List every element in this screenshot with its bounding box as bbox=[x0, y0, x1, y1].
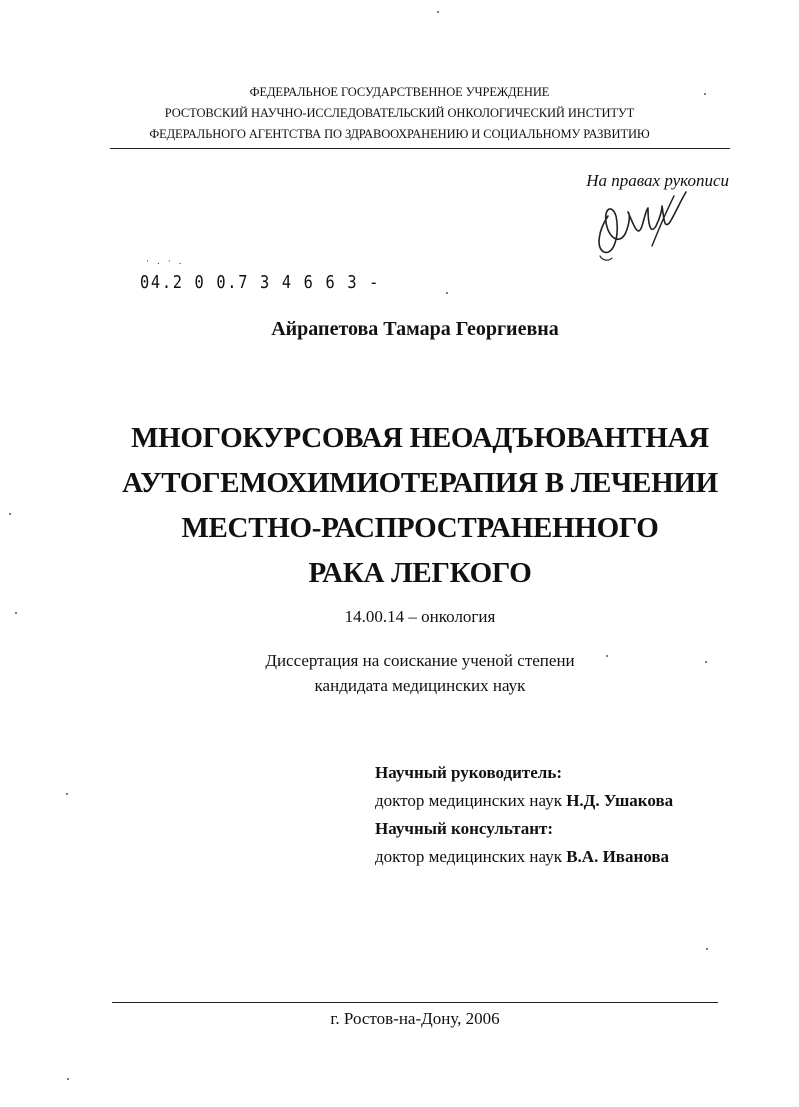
advisors-block bbox=[375, 759, 673, 871]
degree-line-1: Диссертация на соискание ученой степени bbox=[265, 651, 575, 670]
degree-line-2: кандидата медицинских наук bbox=[314, 676, 526, 695]
scan-speck bbox=[606, 655, 608, 657]
consultant-degree: доктор медицинских наук bbox=[375, 847, 567, 866]
registration-stamp-number: 04.2 0 0.7 3 4 6 6 3 - bbox=[140, 272, 381, 293]
title-line-3: МЕСТНО-РАСПРОСТРАНЕННОГО bbox=[181, 512, 659, 544]
institution-header bbox=[0, 82, 799, 145]
supervisor-label: Научный руководитель: bbox=[375, 763, 562, 782]
manuscript-rights-note: На правах рукописи bbox=[586, 171, 729, 190]
handwritten-signature bbox=[590, 186, 700, 266]
stamp-marks: · . · . bbox=[146, 256, 185, 266]
header-divider bbox=[110, 148, 730, 149]
scan-speck bbox=[704, 93, 706, 95]
consultant-label: Научный консультант: bbox=[375, 819, 554, 838]
scan-speck bbox=[67, 1078, 69, 1080]
scan-speck bbox=[705, 661, 707, 663]
scan-speck bbox=[706, 948, 708, 950]
title-line-1: МНОГОКУРСОВАЯ НЕОАДЪЮВАНТНАЯ bbox=[131, 422, 709, 454]
author-name: Айрапетова Тамара Георгиевна bbox=[271, 318, 559, 340]
institution-line-1: ФЕДЕРАЛЬНОЕ ГОСУДАРСТВЕННОЕ УЧРЕЖДЕНИЕ bbox=[249, 85, 550, 99]
supervisor-name: Н.Д. Ушакова bbox=[566, 791, 674, 810]
footer-divider bbox=[112, 1002, 718, 1003]
consultant-name: В.А. Иванова bbox=[566, 847, 670, 866]
title-line-4: РАКА ЛЕГКОГО bbox=[308, 557, 532, 589]
specialty-code: 14.00.14 – онкология bbox=[344, 607, 496, 626]
scan-speck bbox=[446, 292, 448, 294]
scan-speck bbox=[66, 793, 68, 795]
city-and-year: г. Ростов-на-Дону, 2006 bbox=[330, 1009, 500, 1028]
degree-statement bbox=[0, 648, 799, 698]
scan-speck bbox=[9, 513, 11, 515]
scan-speck bbox=[15, 612, 17, 614]
dissertation-title bbox=[0, 416, 799, 596]
institution-line-2: РОСТОВСКИЙ НАУЧНО-ИССЛЕДОВАТЕЛЬСКИЙ ОНКОЛОГИЧЕСКИЙ ИНСТИТУТ bbox=[164, 106, 635, 120]
title-line-2: АУТОГЕМОХИМИОТЕРАПИЯ В ЛЕЧЕНИИ bbox=[122, 467, 718, 499]
supervisor-degree: доктор медицинских наук bbox=[375, 791, 567, 810]
institution-line-3: ФЕДЕРАЛЬНОГО АГЕНТСТВА ПО ЗДРАВООХРАНЕНИЮ И СОЦИАЛЬНОМУ РАЗВИТИЮ bbox=[149, 127, 650, 141]
scan-speck bbox=[437, 11, 439, 13]
